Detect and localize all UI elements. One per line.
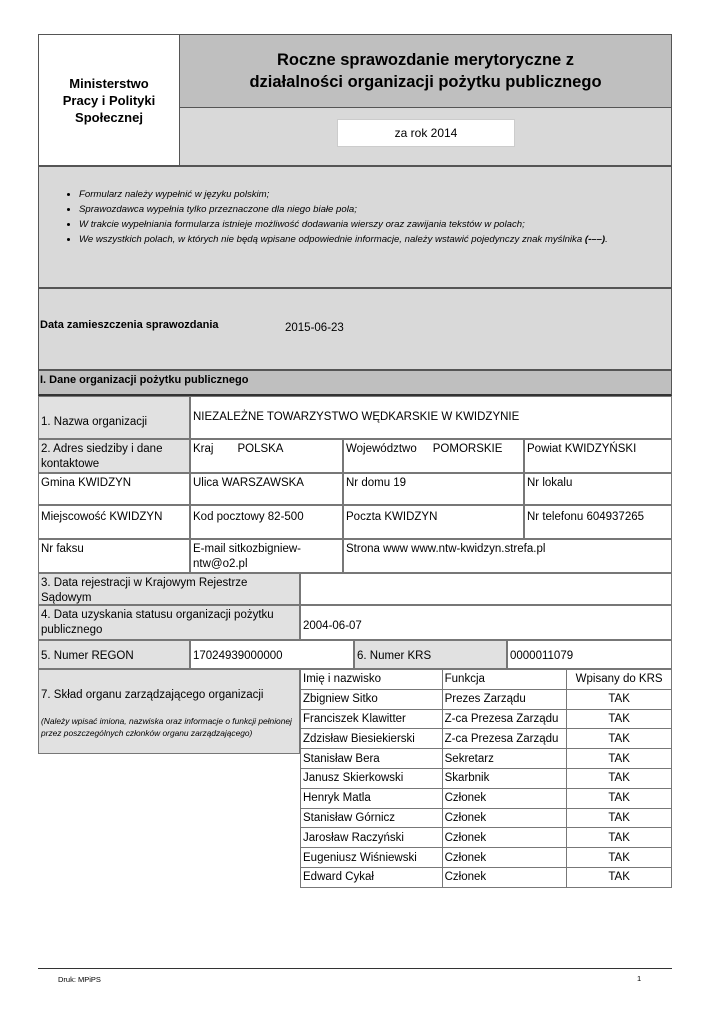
krs-registration-value[interactable]: [300, 573, 672, 605]
board-member-name[interactable]: Jarosław Raczyński: [301, 828, 443, 848]
house-number-field[interactable]: Nr domu 19: [343, 473, 524, 505]
board-header-row: [301, 670, 672, 690]
instruction-item: • Formularz należy wypełnić w języku polskim;: [79, 187, 671, 202]
country-field[interactable]: Kraj POLSKA: [190, 439, 343, 473]
board-row: [301, 709, 672, 729]
county-field[interactable]: Powiat KWIDZYŃSKI: [524, 439, 672, 473]
instructions-list: [39, 187, 671, 247]
board-member-function[interactable]: Członek: [442, 867, 567, 887]
board-member-function[interactable]: Sekretarz: [442, 749, 567, 769]
postal-code-field[interactable]: Kod pocztowy 82-500: [190, 505, 343, 539]
board-row: [301, 749, 672, 769]
board-member-krs[interactable]: TAK: [567, 768, 672, 788]
posting-box: [38, 288, 672, 370]
board-member-krs[interactable]: TAK: [567, 848, 672, 868]
board-member-function[interactable]: Członek: [442, 808, 567, 828]
board-label: 7. Skład organu zarządzającego organizacji: [41, 689, 264, 701]
board-member-name[interactable]: Edward Cykał: [301, 867, 443, 887]
footer-line: [38, 968, 672, 969]
board-member-name[interactable]: Stanisław Bera: [301, 749, 443, 769]
board-note: (Należy wpisać imiona, nazwiska oraz informacje o funkcji pełnionej przez poszczególnych członków organu zarządzającego): [41, 716, 292, 738]
report-title: Roczne sprawozdanie merytoryczne z działalności organizacji pożytku publicznego: [249, 51, 602, 91]
board-member-krs[interactable]: TAK: [567, 709, 672, 729]
board-member-name[interactable]: Janusz Skierkowski: [301, 768, 443, 788]
krs-number-label: 6. Numer KRS: [354, 640, 507, 669]
board-col-function: Funkcja: [442, 670, 567, 690]
regon-label: 5. Numer REGON: [38, 640, 190, 669]
board-member-function[interactable]: Z-ca Prezesa Zarządu: [442, 729, 567, 749]
board-col-krs: Wpisany do KRS: [567, 670, 672, 690]
instruction-text: We wszystkich polach, w których nie będą wpisane odpowiednie informacje, należy wstawić pojedynczy znak myślnika: [79, 234, 583, 245]
dash-symbol: (-––): [584, 234, 606, 245]
board-row: [301, 729, 672, 749]
board-member-name[interactable]: Eugeniusz Wiśniewski: [301, 848, 443, 868]
board-member-name[interactable]: Zbigniew Sitko: [301, 689, 443, 709]
website-field[interactable]: Strona www www.ntw-kwidzyn.strefa.pl: [343, 539, 672, 573]
phone-field[interactable]: Nr telefonu 604937265: [524, 505, 672, 539]
krs-registration-label: 3. Data rejestracji w Krajowym Rejestrze Sądowym: [38, 573, 300, 605]
board-member-name[interactable]: Stanisław Górnicz: [301, 808, 443, 828]
section-header: [38, 370, 672, 396]
email-field[interactable]: E-mail sitkozbigniew-ntw@o2.pl: [190, 539, 343, 573]
board-member-name[interactable]: Franciszek Klawitter: [301, 709, 443, 729]
board-member-krs[interactable]: TAK: [567, 749, 672, 769]
commune-field[interactable]: Gmina KWIDZYN: [38, 473, 190, 505]
board-col-name: Imię i nazwisko: [301, 670, 443, 690]
board-member-krs[interactable]: TAK: [567, 689, 672, 709]
street-field[interactable]: Ulica WARSZAWSKA: [190, 473, 343, 505]
instruction-item: • Sprawozdawca wypełnia tylko przeznaczone dla niego białe pola;: [79, 202, 671, 217]
fax-field[interactable]: Nr faksu: [38, 539, 190, 573]
board-member-function[interactable]: Prezes Zarządu: [442, 689, 567, 709]
instruction-item: • We wszystkich polach, w których nie będą wpisane odpowiednie informacje, należy wstawić pojedynczy znak myślnika (-––).: [79, 232, 671, 247]
board-row: [301, 848, 672, 868]
posting-label: Data zamieszczenia sprawozdania: [40, 319, 219, 331]
footer-print: Druk: MPiPS: [58, 975, 101, 984]
board-member-krs[interactable]: TAK: [567, 788, 672, 808]
address-label: 2. Adres siedziby i dane kontaktowe: [38, 439, 190, 473]
status-date-value[interactable]: 2004-06-07: [300, 605, 672, 640]
board-member-function[interactable]: Członek: [442, 788, 567, 808]
board-member-name[interactable]: Zdzisław Biesiekierski: [301, 729, 443, 749]
board-row: [301, 808, 672, 828]
instruction-item: • W trakcie wypełniania formularza istnieje możliwość dodawania wierszy oraz zawijania tekstów w polach;: [79, 217, 671, 232]
ministry-name: Ministerstwo Pracy i Polityki Społecznej: [62, 75, 156, 125]
header-ministry-box: [38, 34, 180, 166]
year-value: za rok 2014: [394, 126, 458, 140]
board-member-krs[interactable]: TAK: [567, 729, 672, 749]
board-row: [301, 768, 672, 788]
org-name-label: 1. Nazwa organizacji: [38, 396, 190, 439]
post-office-field[interactable]: Poczta KWIDZYN: [343, 505, 524, 539]
board-member-krs[interactable]: TAK: [567, 808, 672, 828]
board-member-krs[interactable]: TAK: [567, 867, 672, 887]
board-member-function[interactable]: Członek: [442, 848, 567, 868]
status-date-label: 4. Data uzyskania statusu organizacji pożytku publicznego: [38, 605, 300, 640]
board-row: [301, 828, 672, 848]
board-member-function[interactable]: Członek: [442, 828, 567, 848]
board-member-krs[interactable]: TAK: [567, 828, 672, 848]
instructions-box: [38, 166, 672, 288]
board-row: [301, 867, 672, 887]
city-field[interactable]: Miejscowość KWIDZYN: [38, 505, 190, 539]
board-label-box: [38, 669, 300, 754]
header-title-box: [179, 34, 672, 108]
board-table: [300, 669, 672, 888]
board-member-function[interactable]: Z-ca Prezesa Zarządu: [442, 709, 567, 729]
board-member-function[interactable]: Skarbnik: [442, 768, 567, 788]
board-row: [301, 689, 672, 709]
krs-number-value[interactable]: 0000011079: [507, 640, 672, 669]
voivodeship-field[interactable]: Województwo POMORSKIE: [343, 439, 524, 473]
board-row: [301, 788, 672, 808]
regon-value[interactable]: 17024939000000: [190, 640, 354, 669]
page-number: 1: [637, 974, 642, 983]
org-name-value[interactable]: NIEZALEŻNE TOWARZYSTWO WĘDKARSKIE W KWIDZYNIE: [190, 396, 672, 439]
year-field: [337, 119, 515, 147]
apartment-number-field[interactable]: Nr lokalu: [524, 473, 672, 505]
posting-date[interactable]: 2015-06-23: [285, 322, 344, 334]
section-title: I. Dane organizacji pożytku publicznego: [40, 374, 249, 386]
board-member-name[interactable]: Henryk Matla: [301, 788, 443, 808]
